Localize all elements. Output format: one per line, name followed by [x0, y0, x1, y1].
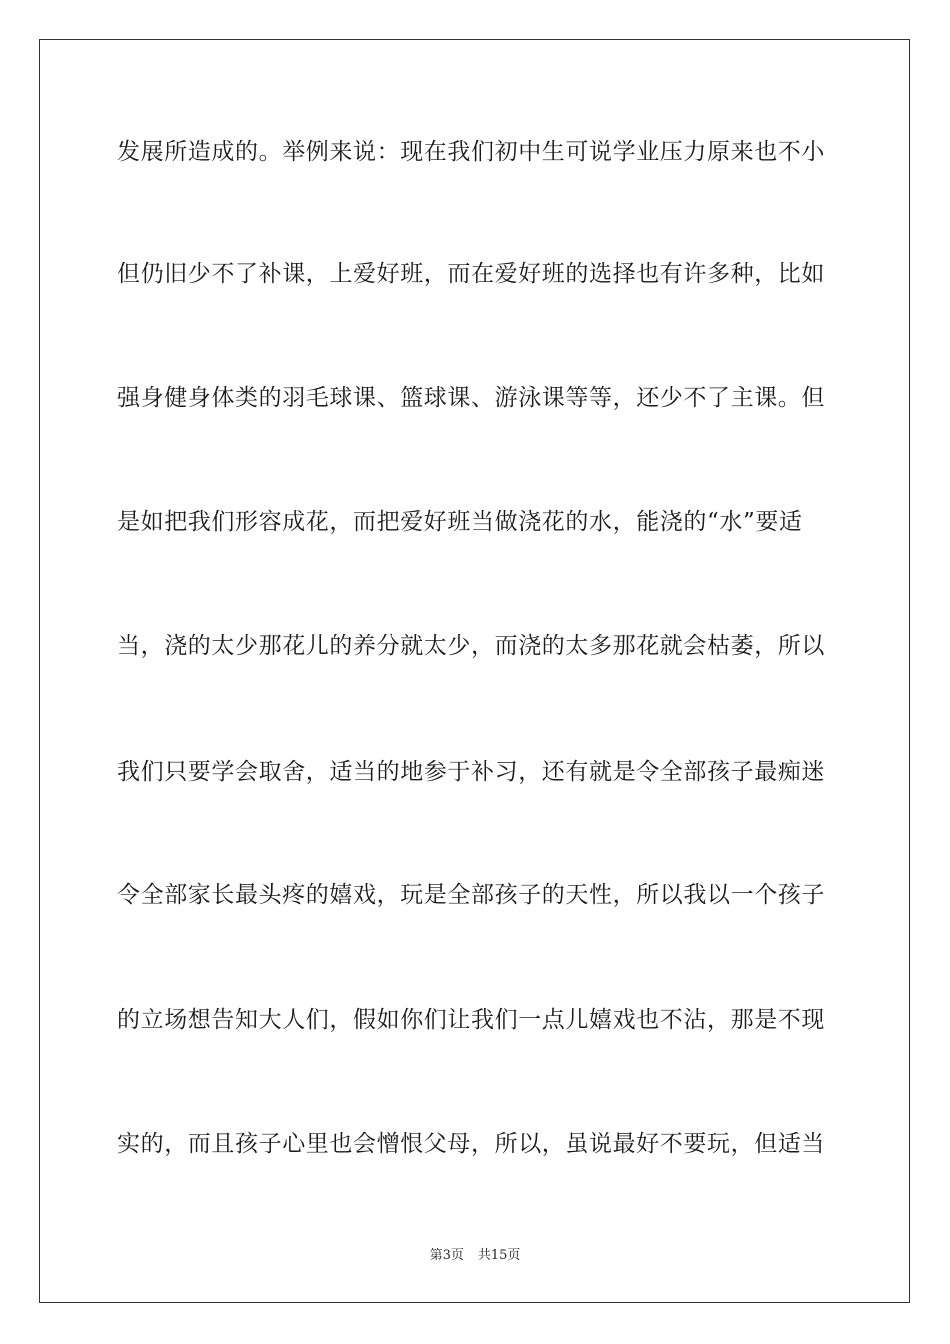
text-line: 是如把我们形容成花，而把爱好班当做浇花的水，能浇的“水”要适 — [117, 509, 803, 535]
text-line: 令全部家长最头疼的嬉戏，玩是全部孩子的天性，所以我以一个孩子 — [117, 882, 825, 908]
text-line: 我们只要学会取舍，适当的地参于补习，还有就是令全部孩子最痴迷 — [117, 759, 825, 785]
page-footer — [0, 1247, 950, 1265]
page-total: 共15页 — [477, 1248, 521, 1263]
text-line: 实的，而且孩子心里也会憎恨父母，所以，虽说最好不要玩，但适当 — [117, 1131, 825, 1157]
page-number: 第3页 — [429, 1248, 464, 1263]
page-border — [39, 39, 910, 1303]
text-line: 强身健身体类的羽毛球课、篮球课、游泳课等等，还少不了主课。但 — [117, 385, 825, 411]
text-line: 的立场想告知大人们，假如你们让我们一点儿嬉戏也不沾，那是不现 — [117, 1007, 825, 1033]
text-line: 发展所造成的。举例来说：现在我们初中生可说学业压力原来也不小 — [117, 139, 825, 165]
text-line: 但仍旧少不了补课，上爱好班，而在爱好班的选择也有许多种，比如 — [117, 261, 825, 287]
text-line: 当，浇的太少那花儿的养分就太少，而浇的太多那花就会枯萎，所以 — [117, 633, 825, 659]
